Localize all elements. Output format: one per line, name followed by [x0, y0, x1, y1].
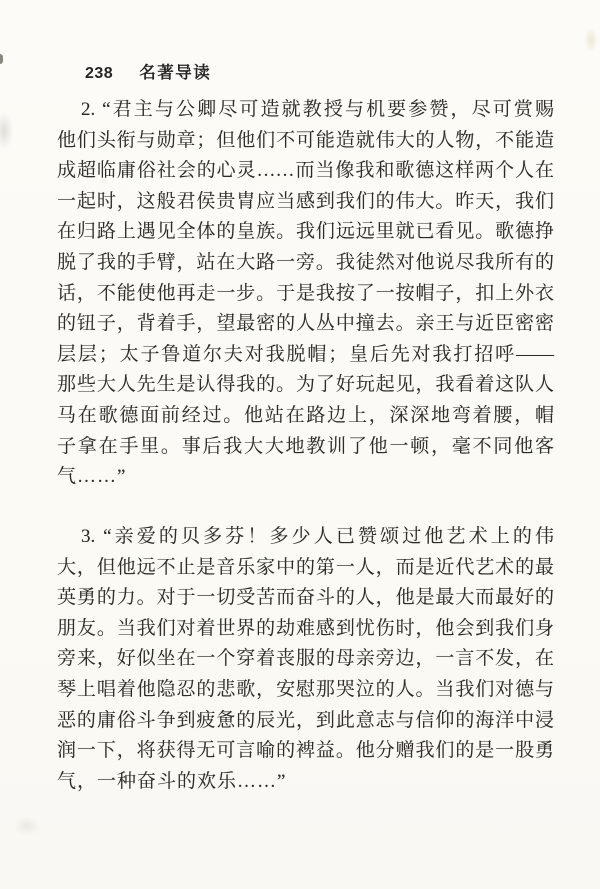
text-line: 旁来，好似坐在一个穿着丧服的母亲旁边，一言不发，在: [57, 648, 554, 670]
text-line: 的钮子，背着手，望最密的人丛中撞去。亲王与近臣密密: [57, 313, 554, 335]
scan-artifact: [0, 112, 13, 150]
text-line: 朋友。当我们对着世界的劫难感到忧伤时，他会到我们身: [57, 617, 554, 639]
text-line: 脱了我的手臂，站在大路一旁。我徒然对他说尽我所有的: [57, 251, 554, 273]
scan-artifact: [14, 816, 40, 836]
text-line: 成超临庸俗社会的心灵……而当像我和歌德这样两个人在: [57, 160, 554, 182]
paragraph-quote-2: [57, 95, 554, 493]
text-line: 恶的庸俗斗争到疲惫的辰光，到此意志与信仰的海洋中浸: [57, 709, 554, 731]
text-line: 话，不能使他再走一步。于是我按了一按帽子，扣上外衣: [57, 282, 554, 304]
text-line: 马在歌德面前经过。他站在路边上，深深地弯着腰，帽: [57, 404, 554, 426]
running-header: [85, 59, 211, 83]
text-line: 他们头衔与勋章；但他们不可能造就伟大的人物，不能造: [57, 129, 554, 151]
scan-artifact: [0, 54, 3, 64]
text-line: 那些大人先生是认得我的。为了好玩起见，我看着这队人: [57, 374, 554, 396]
text-line: 英勇的力。对于一切受苦而奋斗的人，他是最大而最好的: [57, 587, 554, 609]
text-line: 2. “君主与公卿尽可造就教授与机要参赞，尽可赏赐: [81, 99, 554, 120]
paragraph-quote-3: [57, 522, 554, 797]
text-line: 子拿在手里。事后我大大地教训了他一顿，毫不同他客: [57, 435, 554, 457]
text-line: 一起时，这般君侯贵胄应当感到我们的伟大。昨天，我们: [57, 190, 554, 212]
text-line: 层层；太子鲁道尔夫对我脱帽；皇后先对我打招呼——: [57, 343, 554, 365]
running-header-title: 名著导读: [139, 64, 212, 82]
text-line: 气，一种奋斗的欢乐……”: [57, 770, 287, 792]
text-line: 气……”: [57, 466, 127, 488]
text-line: 润一下，将获得无可言喻的裨益。他分赠我们的是一股勇: [57, 740, 554, 762]
page-number: 238: [85, 65, 114, 82]
text-line: 大，但他远不止是音乐家中的第一人，而是近代艺术的最: [57, 556, 554, 578]
text-line: 在归路上遇见全体的皇族。我们远远里就已看见。歌德挣: [57, 221, 554, 243]
text-line: 琴上唱着他隐忍的悲歌，安慰那哭泣的人。当我们对德与: [57, 678, 554, 700]
scan-artifact: [584, 28, 598, 52]
text-line: 3. “亲爱的贝多芬！多少人已赞颂过他艺术上的伟: [81, 526, 554, 547]
